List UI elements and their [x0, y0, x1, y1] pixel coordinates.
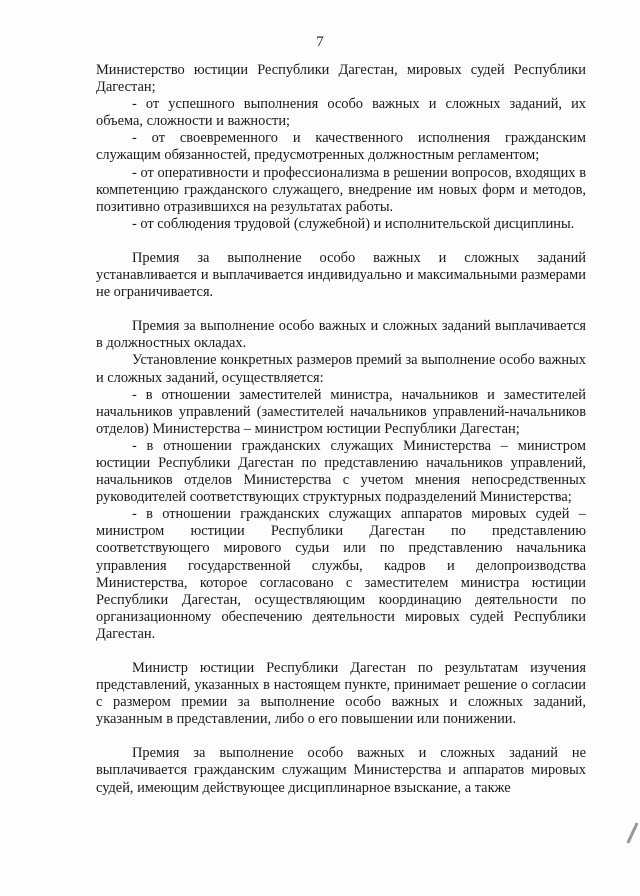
paragraph-7: Премия за выполнение особо важных и сложных заданий выплачивается в должностных окладах. — [96, 318, 586, 352]
paragraph-13: Премия за выполнение особо важных и сложных заданий не выплачивается гражданским служащим Министерства и аппаратов мировых судей, имеющим действующее дисциплинарное взыскание, а также — [96, 745, 586, 796]
paragraph-6: Премия за выполнение особо важных и сложных заданий устанавливается и выплачивается индивидуально и максимальными размерами не ограничивается. — [96, 249, 586, 301]
spacer — [96, 301, 586, 318]
document-body — [96, 62, 586, 797]
paragraph-4: - от оперативности и профессионализма в решении вопросов, входящих в компетенцию гражданского служащего, внедрение им новых форм и методов, позитивно отразившихся на результатах работы. — [96, 164, 586, 215]
scan-edge-mark — [626, 822, 638, 843]
spacer — [96, 233, 586, 250]
paragraph-3: - от своевременного и качественного исполнения гражданским служащим обязанностей, предусмотренных должностным регламентом; — [96, 130, 586, 164]
paragraph-10: - в отношении гражданских служащих Министерства – министром юстиции Республики Дагестан по представлению начальников управлений, начальников отделов Министерства с учетом мнения непосредственных руководителей соответствующих структурных подразделений Министерства; — [96, 437, 586, 506]
spacer — [96, 643, 586, 660]
page-number: 7 — [316, 34, 324, 50]
paragraph-12: Министр юстиции Республики Дагестан по результатам изучения представлений, указанных в настоящем пункте, принимает решение о согласии с размером премии за выполнение особо важных и сложных заданий, указанным в представлении, либо о его повышении или понижении. — [96, 660, 586, 728]
paragraph-8: Установление конкретных размеров премий за выполнение особо важных и сложных заданий, осуществляется: — [96, 352, 586, 386]
paragraph-5: - от соблюдения трудовой (служебной) и исполнительской дисциплины. — [132, 215, 575, 232]
paragraph-9: - в отношении заместителей министра, начальников и заместителей начальников управлений (заместителей начальников управлений-начальников отделов) Министерства – министром юстиции Республики Дагестан; — [96, 386, 586, 437]
paragraph-2: - от успешного выполнения особо важных и сложных заданий, их объема, сложности и важности; — [96, 96, 586, 130]
spacer — [96, 728, 586, 745]
paragraph-11: - в отношении гражданских служащих аппаратов мировых судей – министром юстиции Республики Дагестан по представлению соответствующего мирового судьи или по представлению начальника управления государственной службы, кадров и делопроизводства Министерства, которое согласовано с заместителем министра юстиции Республики Дагестан, осуществляющим координацию деятельности по организационному обеспечению деятельности мировых судей Республики Дагестан. — [96, 506, 586, 642]
paragraph-1: Министерство юстиции Республики Дагестан, мировых судей Республики Дагестан; — [96, 62, 586, 96]
